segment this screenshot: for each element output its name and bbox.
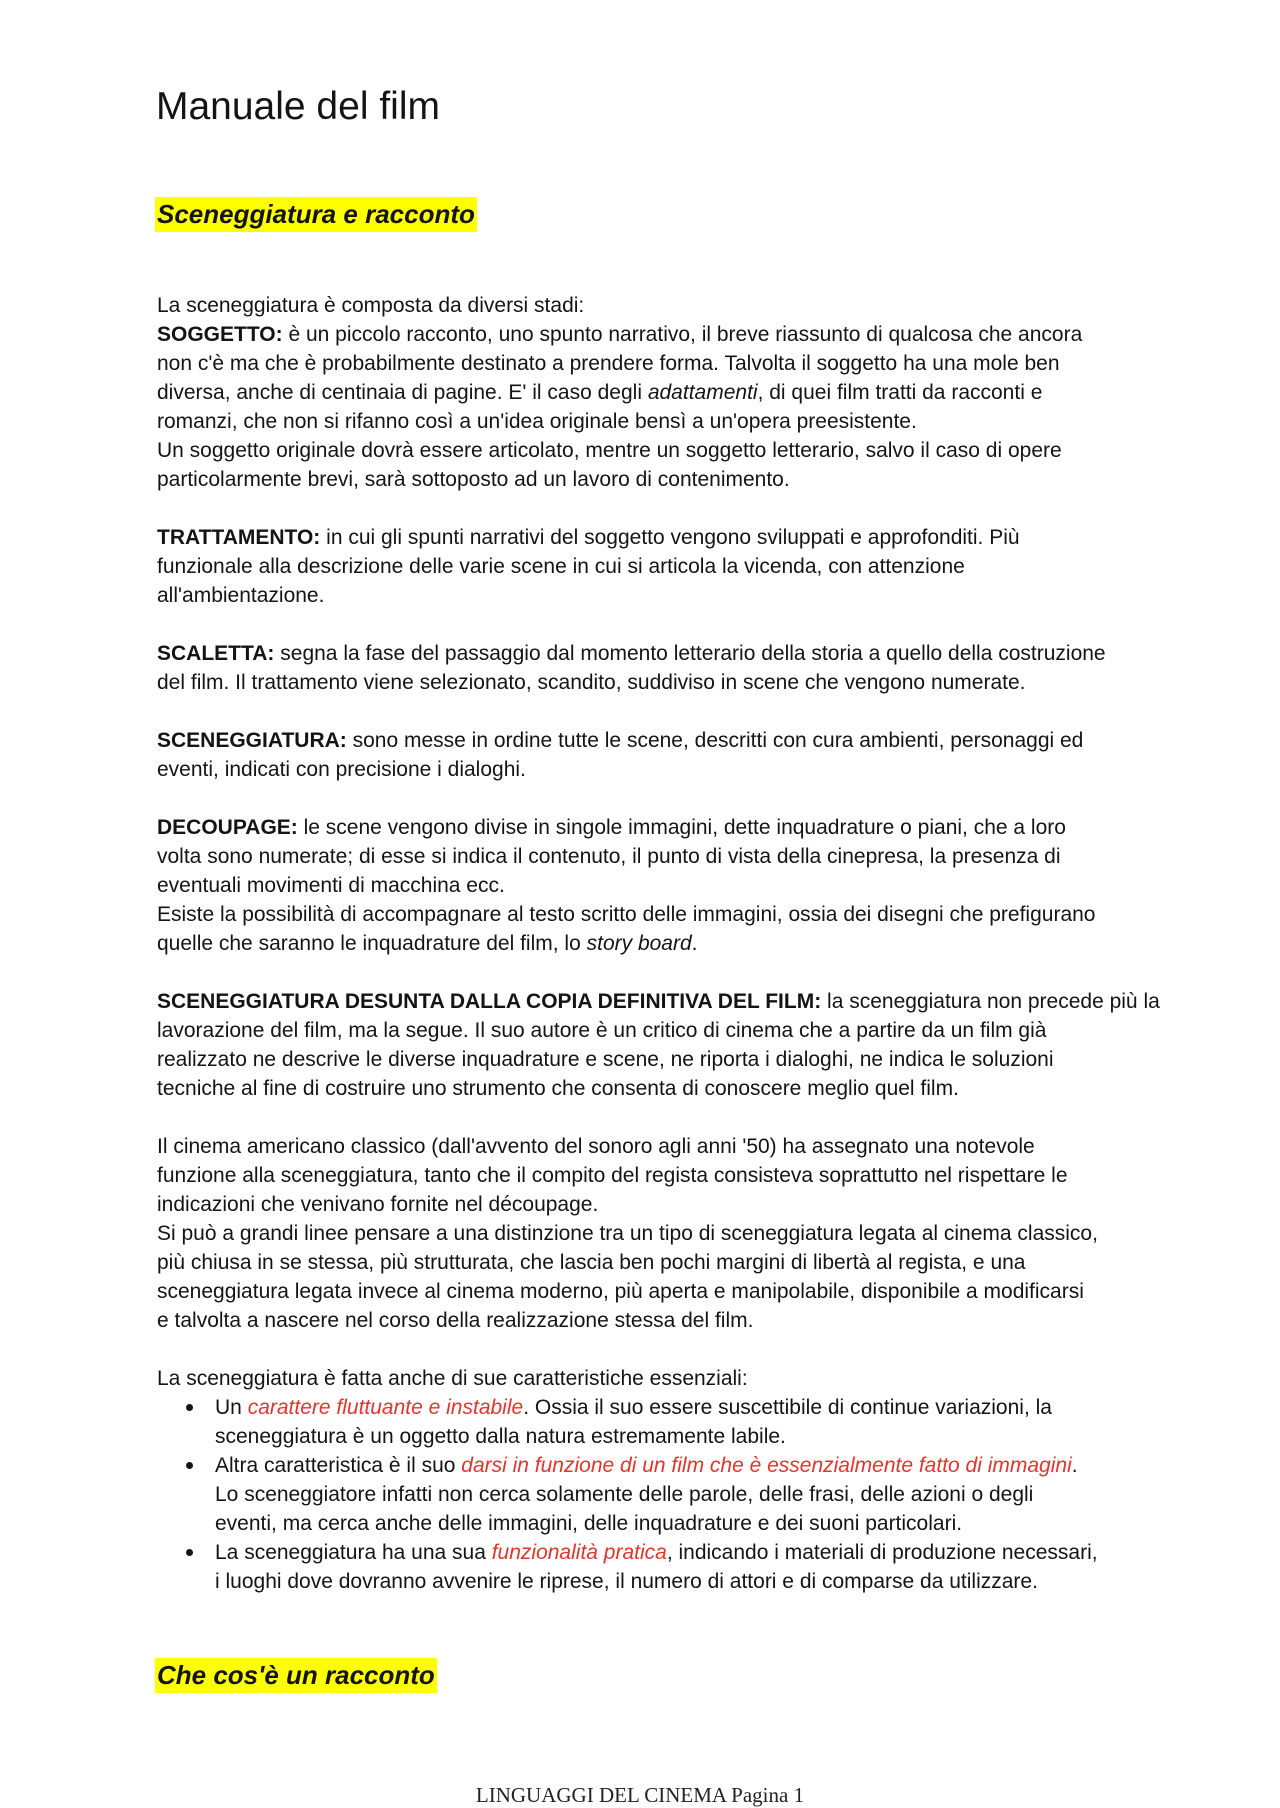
list-item-emphasis: funzionalità pratica	[491, 1541, 667, 1564]
decoupage-note-end: .	[691, 932, 698, 955]
list-item-text: Un	[215, 1396, 248, 1419]
term-label-trattamento: TRATTAMENTO:	[157, 526, 321, 549]
soggetto-text: è un piccolo racconto, uno spunto narrativo, il breve riassunto di qualcosa che ancora non c'è ma che è probabilmente destinato a prendere forma. Talvolta il soggetto ha una mole ben diversa, anche di centinaia di pagine. E' il caso degli	[157, 323, 1083, 404]
paragraph-distinzione	[157, 1219, 1247, 1335]
list-item-text: Altra caratteristica è il suo	[215, 1454, 462, 1477]
paragraph-decoupage-note	[157, 900, 1247, 958]
list-item-emphasis: darsi in funzione di un film che è essenzialmente fatto di immagini	[461, 1454, 1072, 1477]
term-label-desunta: SCENEGGIATURA DESUNTA DALLA COPIA DEFINITIVA DEL FILM:	[157, 990, 822, 1013]
bullet-icon	[186, 1404, 193, 1411]
page-title: Manuale del film	[156, 85, 440, 128]
intro-text: La sceneggiatura è composta da diversi stadi:	[157, 294, 585, 317]
list-item-text-end: , indicando i materiali di produzione necessari, i luoghi dove dovranno avvenire le riprese, il numero di attori e di comparse da utilizzare.	[215, 1541, 1098, 1593]
paragraph-cinema-americano	[157, 1132, 1247, 1219]
list-item-text-end: . Lo sceneggiatore infatti non cerca solamente delle parole, delle frasi, delle azioni o degli eventi, ma cerca anche delle immagini, delle inquadrature e dei suoni particolari.	[215, 1454, 1078, 1535]
list-item-text: La sceneggiatura ha una sua	[215, 1541, 492, 1564]
distinzione-text: Si può a grandi linee pensare a una distinzione tra un tipo di sceneggiatura legata al cinema classico, più chiusa in se stessa, più strutturata, che lascia ben pochi margini di libertà al regista, e una sceneggiatura legata invece al cinema moderno, più aperta e manipolabile, disponibile a modificarsi e talvolta a nascere nel corso della realizzazione stessa del film.	[157, 1222, 1098, 1332]
soggetto-note-text: Un soggetto originale dovrà essere articolato, mentre un soggetto letterario, salvo il caso di opere particolarmente brevi, sarà sottoposto ad un lavoro di contenimento.	[157, 439, 1062, 491]
section-heading-sceneggiatura	[155, 197, 477, 232]
paragraph-soggetto-note	[157, 436, 1247, 494]
paragraph-desunta	[157, 987, 1247, 1103]
bullet-icon	[186, 1462, 193, 1469]
document-body	[157, 291, 1247, 1596]
decoupage-note-emphasis: story board	[586, 932, 692, 955]
trattamento-text: in cui gli spunti narrativi del soggetto vengono sviluppati e approfonditi. Più funzionale alla descrizione delle varie scene in cui si articola la vicenda, con attenzione all'ambientazione.	[157, 526, 1020, 607]
desunta-text: la sceneggiatura non precede più la lavorazione del film, ma la segue. Il suo autore è un critico di cinema che a partire da un film già realizzato ne descrive le diverse inquadrature e scene, ne riporta i dialoghi, ne indica le soluzioni tecniche al fine di costruire uno strumento che consenta di conoscere meglio quel film.	[157, 990, 1160, 1100]
list-item	[157, 1393, 1247, 1451]
paragraph-sceneggiatura	[157, 726, 1247, 784]
list-item-text-end: . Ossia il suo essere suscettibile di continue variazioni, la sceneggiatura è un oggetto dalla natura estremamente labile.	[215, 1396, 1052, 1448]
paragraph-intro	[157, 291, 1247, 320]
term-label-scaletta: SCALETTA:	[157, 642, 275, 665]
list-item-emphasis: carattere fluttuante e instabile	[247, 1396, 524, 1419]
sceneggiatura-text: sono messe in ordine tutte le scene, descritti con cura ambienti, personaggi ed eventi, indicati con precisione i dialoghi.	[157, 729, 1084, 781]
paragraph-decoupage	[157, 813, 1247, 900]
section-heading-racconto	[155, 1658, 437, 1693]
paragraph-caratteristiche-intro	[157, 1364, 1247, 1393]
paragraph-trattamento	[157, 523, 1247, 610]
caratteristiche-intro-text: La sceneggiatura è fatta anche di sue caratteristiche essenziali:	[157, 1367, 748, 1390]
scaletta-text: segna la fase del passaggio dal momento letterario della storia a quello della costruzione del film. Il trattamento viene selezionato, scandito, suddiviso in scene che vengono numerate.	[157, 642, 1106, 694]
section-heading-text: Sceneggiatura e racconto	[155, 197, 477, 232]
list-item	[157, 1538, 1247, 1596]
caratteristiche-list	[157, 1393, 1247, 1596]
paragraph-scaletta	[157, 639, 1247, 697]
term-label-sceneggiatura: SCENEGGIATURA:	[157, 729, 347, 752]
paragraph-soggetto	[157, 320, 1247, 436]
decoupage-note-text: Esiste la possibilità di accompagnare al testo scritto delle immagini, ossia dei disegni che prefigurano quelle che saranno le inquadrature del film, lo	[157, 903, 1096, 955]
page-footer: LINGUAGGI DEL CINEMA Pagina 1	[475, 1783, 805, 1807]
list-item	[157, 1451, 1247, 1538]
term-label-soggetto: SOGGETTO:	[157, 323, 283, 346]
section-heading-text: Che cos'è un racconto	[155, 1658, 437, 1693]
term-label-decoupage: DECOUPAGE:	[157, 816, 298, 839]
bullet-icon	[186, 1549, 193, 1556]
cinema-americano-text: Il cinema americano classico (dall'avvento del sonoro agli anni '50) ha assegnato una notevole funzione alla sceneggiatura, tanto che il compito del regista consisteva soprattutto nel rispettare le indicazioni che venivano fornite nel découpage.	[157, 1135, 1068, 1216]
decoupage-text: le scene vengono divise in singole immagini, dette inquadrature o piani, che a loro volta sono numerate; di esse si indica il contenuto, il punto di vista della cinepresa, la presenza di eventuali movimenti di macchina ecc.	[157, 816, 1066, 897]
soggetto-text-end: , di quei film tratti da racconti e romanzi, che non si rifanno così a un'idea originale bensì a un'opera preesistente.	[157, 381, 1043, 433]
soggetto-emphasis: adattamenti	[647, 381, 758, 404]
